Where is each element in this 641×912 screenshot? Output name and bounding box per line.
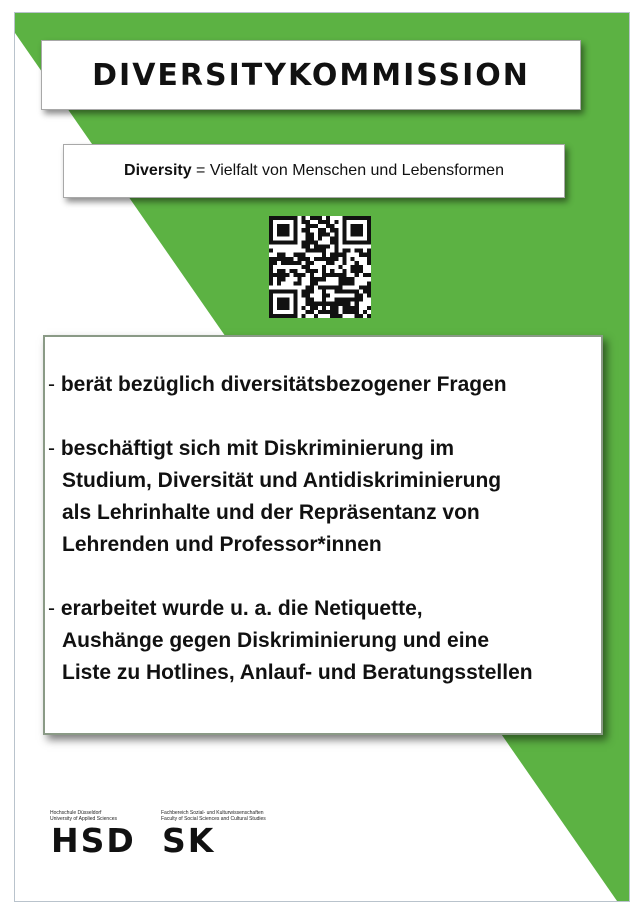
page-title: DIVERSITYKOMMISSION (92, 57, 530, 93)
definition-term: Diversity (124, 162, 192, 179)
list-item (48, 369, 593, 401)
list-item-line: Aushänge gegen Diskriminierung und eine (62, 629, 490, 652)
hsd-logo: HSD (51, 821, 136, 860)
list-dash: - (48, 373, 55, 396)
sk-logo-caption: Fachbereich Sozial- und Kulturwissenschaften Faculty of Social Sciences and Cultural Studies (161, 810, 266, 822)
list-item-line: Liste zu Hotlines, Anlauf- und Beratungsstellen (62, 661, 533, 684)
title-box (41, 40, 581, 110)
list-item-line: erarbeitet wurde u. a. die Netiquette, (60, 597, 423, 620)
hsd-logo-caption: Hochschule Düsseldorf University of Applied Sciences (50, 810, 117, 822)
list-item-line: beschäftigt sich mit Diskriminierung im (60, 437, 455, 460)
definition-box (63, 144, 565, 198)
list-item (48, 433, 593, 561)
info-list (48, 369, 593, 721)
logo-area (45, 799, 327, 885)
list-dash: - (48, 597, 55, 620)
list-item-line: berät bezüglich diversitätsbezogener Fragen (60, 373, 507, 396)
poster (14, 12, 630, 902)
sk-logo: SK (162, 821, 216, 860)
definition-text: = Vielfalt von Menschen und Lebensformen (191, 162, 504, 179)
list-item-line: als Lehrinhalte und der Repräsentanz von (62, 501, 480, 524)
list-item (48, 593, 593, 689)
info-box (43, 335, 603, 735)
list-dash: - (48, 437, 55, 460)
list-item-line: Studium, Diversität und Antidiskriminierung (62, 469, 502, 492)
list-item-line: Lehrenden und Professor*innen (62, 533, 382, 556)
qr-code-icon[interactable] (269, 216, 371, 318)
